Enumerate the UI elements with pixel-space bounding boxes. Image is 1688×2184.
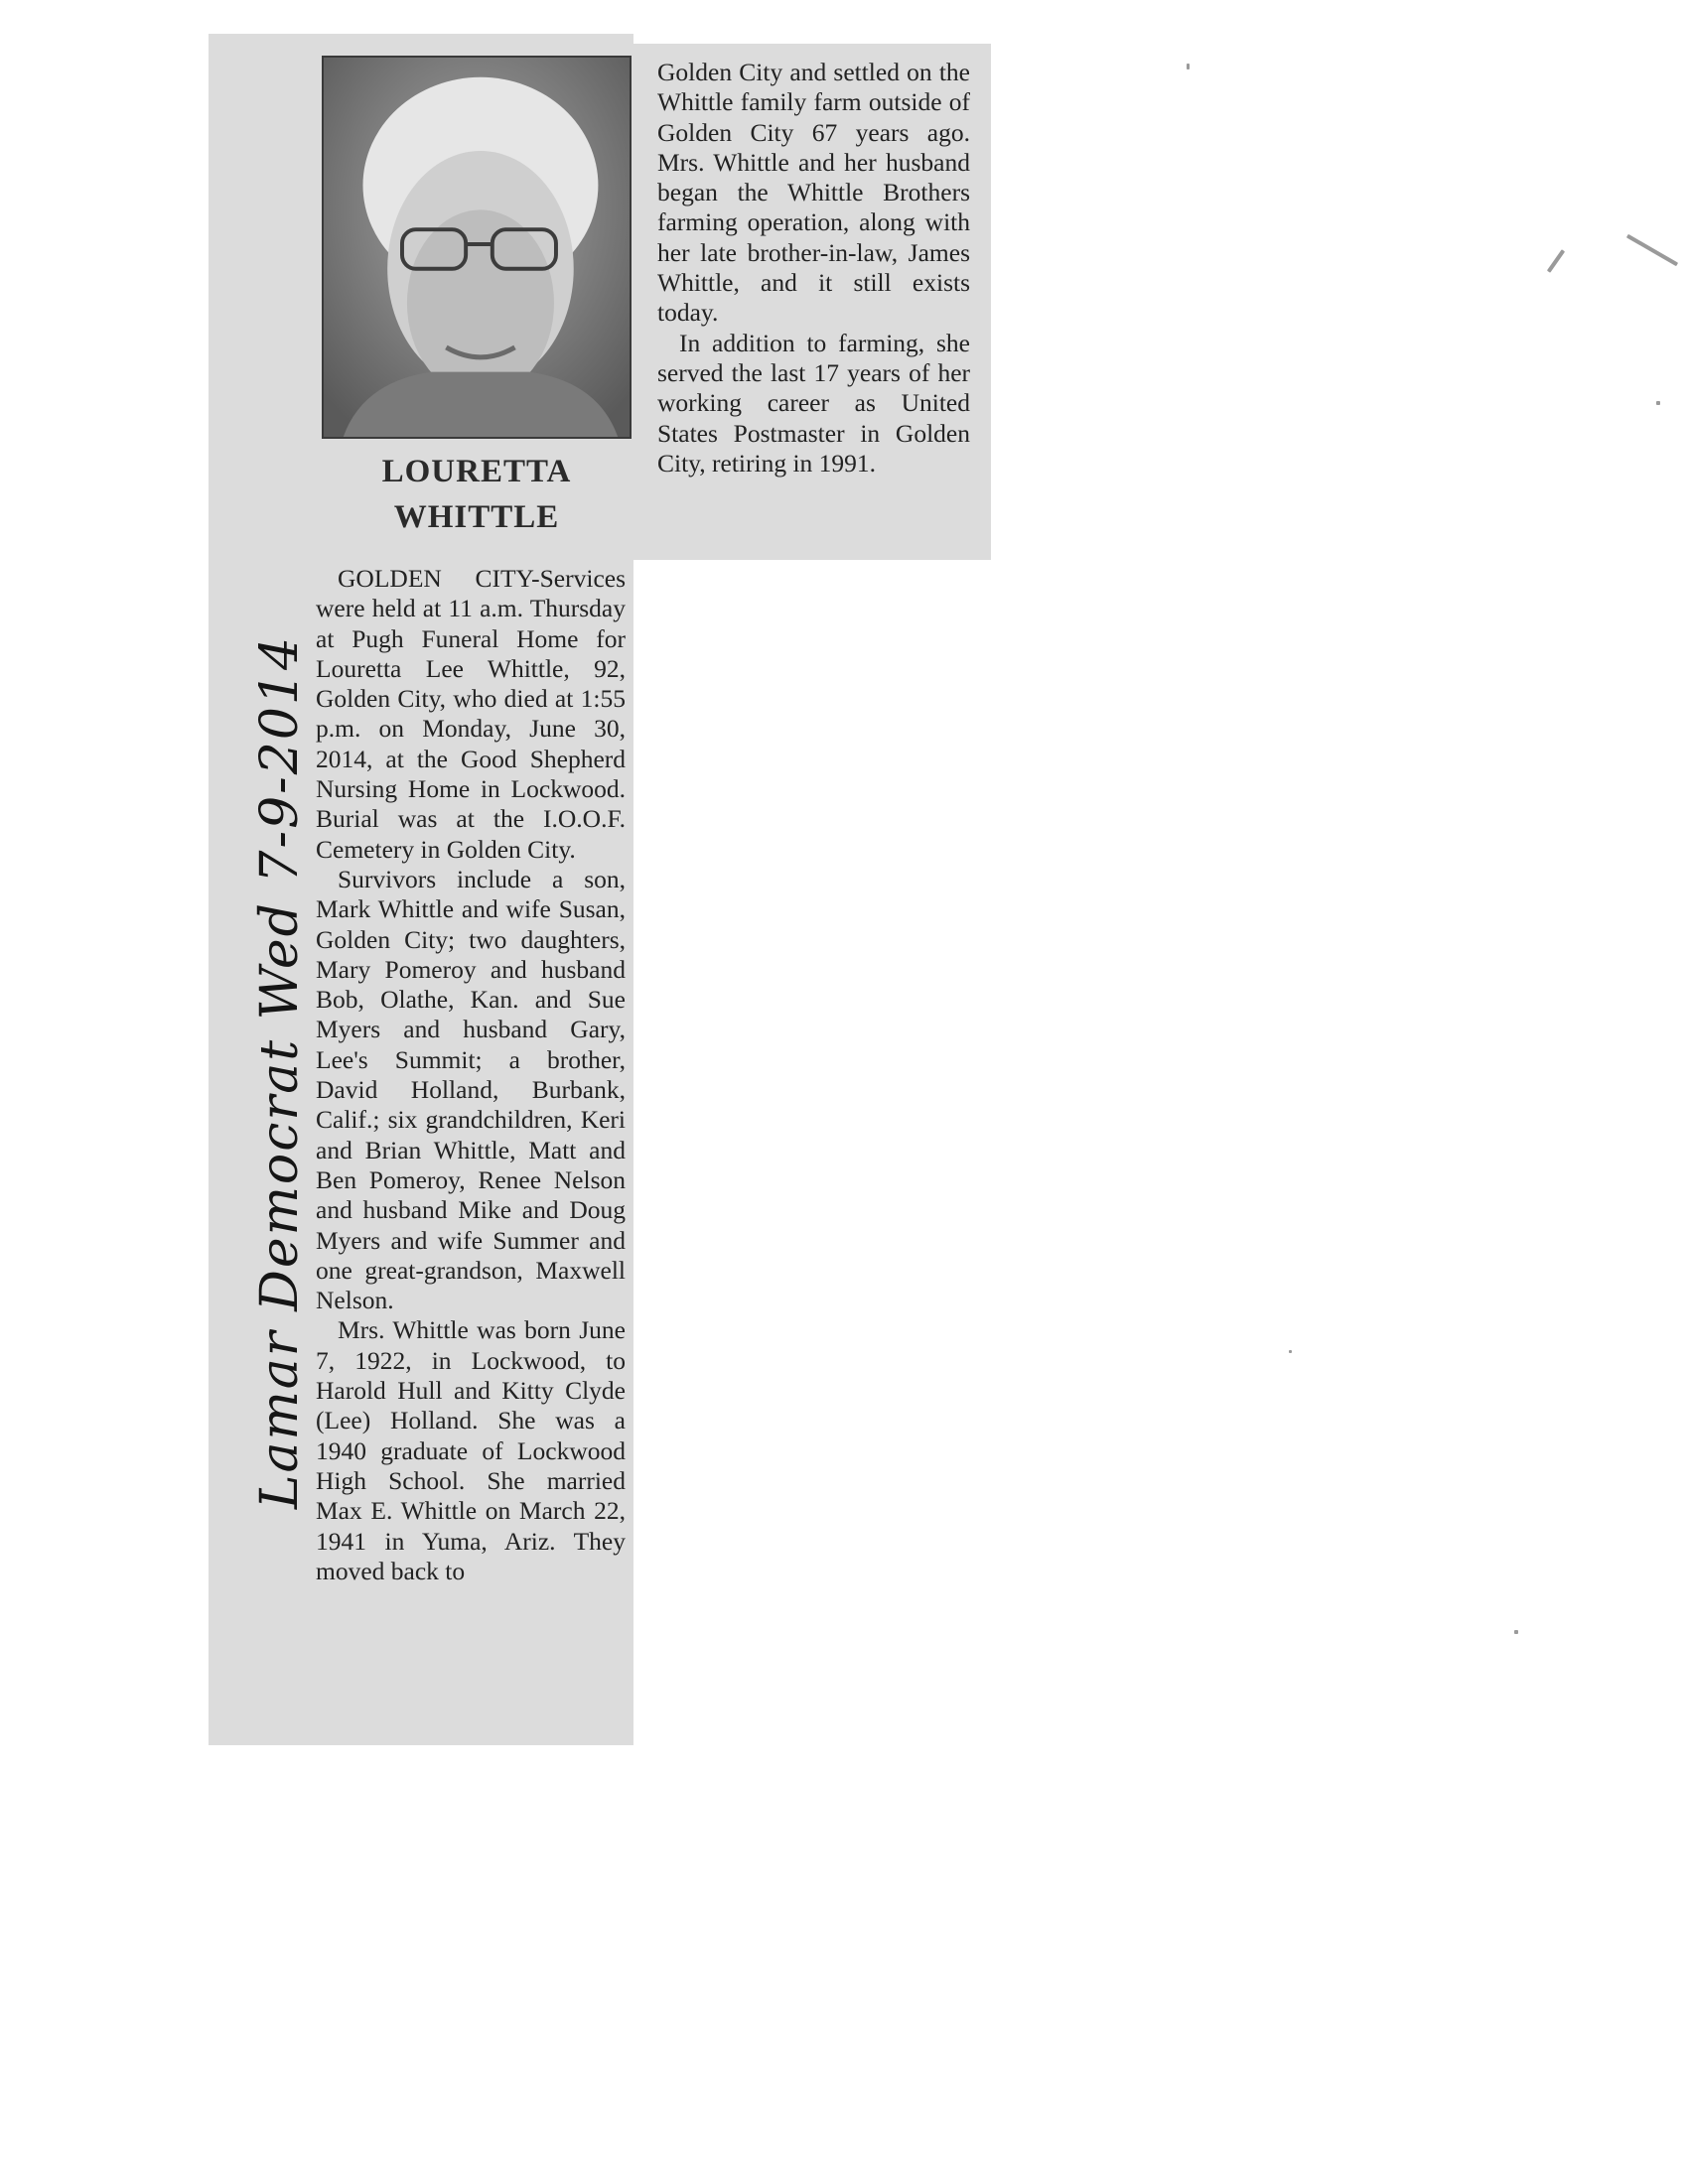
scan-speck <box>1626 234 1678 266</box>
obituary-name-heading <box>322 449 632 540</box>
scan-speck <box>1514 1630 1518 1634</box>
left-paragraph: Mrs. Whittle was born June 7, 1922, in Lockwood, to Harold Hull and Kitty Clyde (Lee) Holland. She was a 1940 graduate of Lockwood High School. She married Max E. Whittle on March 22, 1941 in Yuma, Ariz. They moved back to <box>316 1315 626 1585</box>
name-line-2: WHITTLE <box>393 499 560 535</box>
obituary-left-column <box>316 564 626 1586</box>
right-paragraph: Golden City and settled on the Whittle family farm outside of Golden City 67 years ago. Mrs. Whittle and her husband began the Whittle Brothers farming operation, along with her late brother-in-law, James Whittle, and it still exists today. <box>657 58 970 328</box>
scan-speck <box>1187 64 1190 69</box>
portrait-image <box>324 58 630 437</box>
handwritten-note: Lamar Democrat Wed 7-9-2014 <box>250 634 310 1510</box>
left-paragraph: Survivors include a son, Mark Whittle and wife Susan, Golden City; two daughters, Mary Pomeroy and husband Bob, Olathe, Kan. and Sue Myers and husband Gary, Lee's Summit; a brother, David Holland, Burbank, Calif.; six grandchildren, Keri and Brian Whittle, Matt and Ben Pomeroy, Renee Nelson and husband Mike and Doug Myers and wife Summer and one great-grandson, Maxwell Nelson. <box>316 864 626 1315</box>
name-line-1: LOURETTA <box>381 454 572 489</box>
scan-speck <box>1289 1350 1292 1353</box>
left-paragraph: GOLDEN CITY-Services were held at 11 a.m. Thursday at Pugh Funeral Home for Louretta Lee Whittle, 92, Golden City, who died at 1:55 p.m. on Monday, June 30, 2014, at the Good Shepherd Nursing Home in Lockwood. Burial was at the I.O.O.F. Cemetery in Golden City. <box>316 564 626 864</box>
obituary-right-column <box>657 58 970 478</box>
portrait-photo <box>322 56 632 439</box>
scan-speck <box>1656 401 1660 405</box>
right-paragraph: In addition to farming, she served the last 17 years of her working career as United States Postmaster in Golden City, retiring in 1991. <box>657 328 970 478</box>
scan-speck <box>1547 249 1565 273</box>
